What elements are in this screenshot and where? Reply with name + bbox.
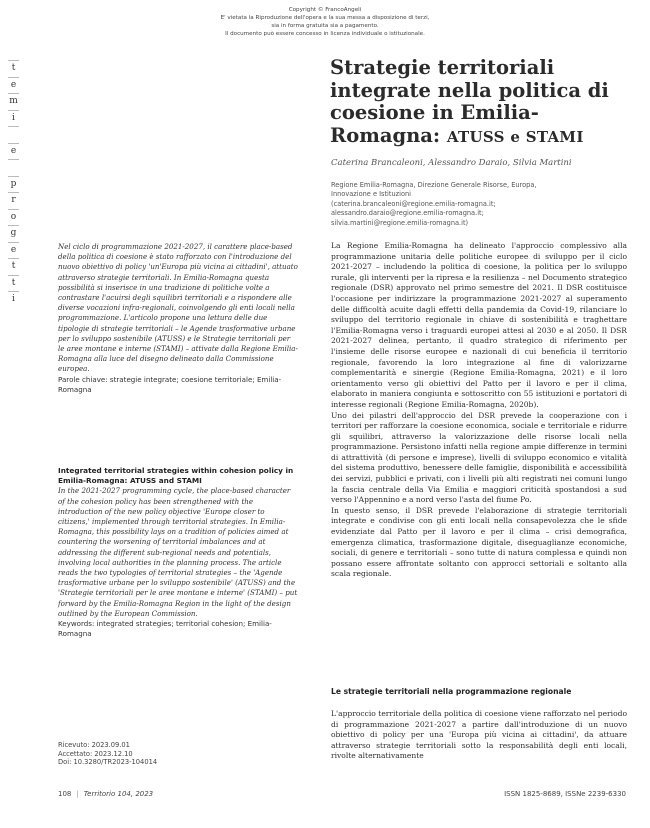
received-date: Ricevuto: 2023.09.01 [58, 741, 130, 749]
side-tab-letter: t [8, 275, 19, 292]
title-main: Strategie territoriali integrate nella politica di coesione in Emilia-Romagna: [330, 56, 609, 147]
affiliation-email: silvia.martini@regione.emilia-romagna.it) [331, 218, 469, 227]
affiliation-line: Innovazione e Istituzioni [331, 190, 411, 199]
side-tab-letter [8, 159, 19, 176]
copyright-notice [0, 6, 650, 38]
article-title [330, 57, 630, 148]
side-tab-letter: i [8, 110, 19, 127]
side-tab-letter: o [8, 209, 19, 226]
copyright-line: sia in forma gratuita sia a pagamento. [271, 23, 379, 29]
side-tab-letter: r [8, 192, 19, 209]
side-tab-letter: e [8, 242, 19, 259]
copyright-line: E' vietata la Riproduzione dell'opera e la sua messa a disposizione di terzi, [220, 15, 430, 21]
author-affiliation [331, 181, 621, 228]
body-text [331, 241, 627, 580]
affiliation-email: (caterina.brancaleoni@regione.emilia-romagna.it; [331, 199, 496, 208]
doi: Doi: 10.3280/TR2023-104014 [58, 758, 158, 767]
copyright-line: Copyright © FrancoAngeli [288, 7, 362, 13]
abstract-english [58, 466, 298, 639]
keywords-it: Parole chiave: strategie integrate; coesione territoriale; Emilia-Romagna [58, 374, 282, 394]
keywords-en: Keywords: integrated strategies; territorial cohesion; Emilia-Romagna [58, 619, 272, 639]
copyright-line: Il documento può essere concesso in licenza individuale o istituzionale. [225, 31, 425, 37]
abstract-it-text: Nel ciclo di programmazione 2021-2027, il carattere place-based della politica di coesione è stato rafforzato con l'introduzione del nuovo obiettivo di policy 'un'Europa più vicina ai cittadini', attuato attraverso strategie territoriali. In Emilia-Romagna questa possibilità si inserisce in una tradizione di politiche volte a contrastare l'acuirsi degli squilibri territoriali e a rispondere alle diverse vocazioni infra-regionali, coinvolgendo gli enti locali nella programmazione. L'articolo propone una lettura delle due tipologie di strategie territoriali – le Agende trasformative urbane per lo sviluppo sostenibile (ATUSS) e le Strategie territoriali per le aree montane e interne (STAMI) – attivate dalla Regione Emilia-Romagna alla luce del disegno delineato dalla Commissione europea. [58, 242, 298, 374]
side-tab-letter [8, 126, 19, 143]
section-heading: Le strategie territoriali nella programmazione regionale [331, 687, 572, 696]
accepted-date: Accettato: 2023.12.10 [58, 749, 133, 758]
side-tab-letter: p [8, 176, 19, 193]
side-tab-letter: g [8, 225, 19, 242]
page-footer-left [58, 790, 153, 798]
side-tab-letter: i [8, 291, 19, 308]
abstract-italian [58, 242, 298, 395]
abstract-en-title: Integrated territorial strategies within cohesion policy in Emilia-Romagna: ATUSS and STAMI [58, 466, 294, 486]
body-paragraph: In questo senso, il DSR prevede l'elaborazione di strategie territoriali integrate e condivise con gli enti locali nella consapevolezza che le sfide evidenziate dal Patto per il lavoro e per il clima – crisi demografica, emergenza climatica, trasformazione digitale, diseguaglianze economiche, sociali, di genere e territoriali – sono tutte di natura complessa e quindi non possano essere affrontate soltanto con approcci settoriali e soltanto alla scala regionale. [331, 505, 627, 579]
side-tab-letter: e [8, 143, 19, 160]
page-number: 108 [58, 790, 72, 798]
journal-name: Territorio 104, 2023 [83, 790, 154, 798]
side-tab-letter: e [8, 77, 19, 94]
title-acronyms: ATUSS e STAMI [446, 127, 584, 146]
section-side-tab [8, 60, 19, 308]
footer-separator: | [76, 790, 79, 798]
body-paragraph: Uno dei pilastri dell'approccio del DSR prevede la cooperazione con i territori per rafforzare la coesione economica, sociale e territoriale e ridurre gli squilibri, attraverso la valorizzazione delle risorse locali nella programmazione. Persistono infatti nella regione ampie differenze in termini di attrattività (di persone e imprese), livelli di sviluppo economico e vitalità del sistema produttivo, benessere delle famiglie, disponibilità e accessibilità dei servizi, pubblici e privati, con i livelli più alti registrati nei comuni lungo la fascia centrale della Via Emilia e maggiori criticità spostandosi a sud verso l'Appennino e a nord verso l'asta del fiume Po. [331, 410, 627, 505]
side-tab-letter: t [8, 258, 19, 275]
issn: ISSN 1825-8689, ISSNe 2239-6330 [504, 790, 626, 798]
article-authors: Caterina Brancaleoni, Alessandro Daraio, Silvia Martini [331, 158, 572, 168]
side-tab-letter: m [8, 93, 19, 110]
side-tab-letter: t [8, 60, 19, 77]
section-paragraph: L'approccio territoriale della politica di coesione viene rafforzato nel periodo di programmazione 2021-2027 a partire dall'introduzione di un nuovo obiettivo di policy per una 'Europa più vicina ai cittadini', da attuare attraverso strategie territoriali sotto la responsabilità degli enti locali, rivolte alternativamente [331, 709, 627, 761]
body-paragraph: La Regione Emilia-Romagna ha delineato l'approccio complessivo alla programmazione unitaria delle politiche europee di sviluppo per il ciclo 2021-2027 – includendo la politica di coesione, la politica per lo sviluppo rurale, gli interventi per la ripresa e la resilienza – nel Documento strategico regionale (DSR) approvato nel primo semestre del 2021. Il DSR costituisce l'occasione per indirizzare la programmazione 2021-2027 al superamento delle difficoltà acuite dagli effetti della pandemia da Covid-19, rilanciare lo sviluppo del territorio regionale in chiave di sostenibilità e traghettare l'Emilia-Romagna verso i traguardi europei attesi al 2030 e al 2050. Il DSR 2021-2027 delinea, pertanto, il quadro strategico di riferimento per l'insieme delle risorse europee e nazionali di cui beneficia il territorio regionale, favorendo la loro integrazione al fine di valorizzarne complementarità e sinergie (Regione Emilia-Romagna, 2021) e il loro orientamento verso gli obiettivi del Patto per il lavoro e per il clima, elaborato in maniera congiunta e sottoscritto con 55 istituzioni e portatori di interesse regionali (Regione Emilia-Romagna, 2020b). [331, 241, 627, 409]
affiliation-email: alessandro.daraio@regione.emilia-romagna.it; [331, 209, 484, 218]
abstract-en-text: In the 2021-2027 programming cycle, the place-based character of the cohesion policy has been strengthened with the introduction of the new policy objective 'Europe closer to citizens,' implemented through territorial strategies. In Emilia-Romagna, this possibility lays on a tradition of policies aimed at countering the worsening of territorial imbalances and at addressing the different sub-regional needs and potentials, involving local authorities in the planning process. The article reads the two typologies of territorial strategies – the 'Agende trasformative urbane per lo sviluppo sostenibile' (ATUSS) and the 'Strategie territoriali per le aree montane e interne' (STAMI) – put forward by the Emilia-Romagna Region in the light of the design outlined by the European Commission. [58, 486, 298, 618]
submission-info [58, 741, 258, 767]
affiliation-line: Regione Emilia-Romagna, Direzione Generale Risorse, Europa, [331, 181, 537, 189]
